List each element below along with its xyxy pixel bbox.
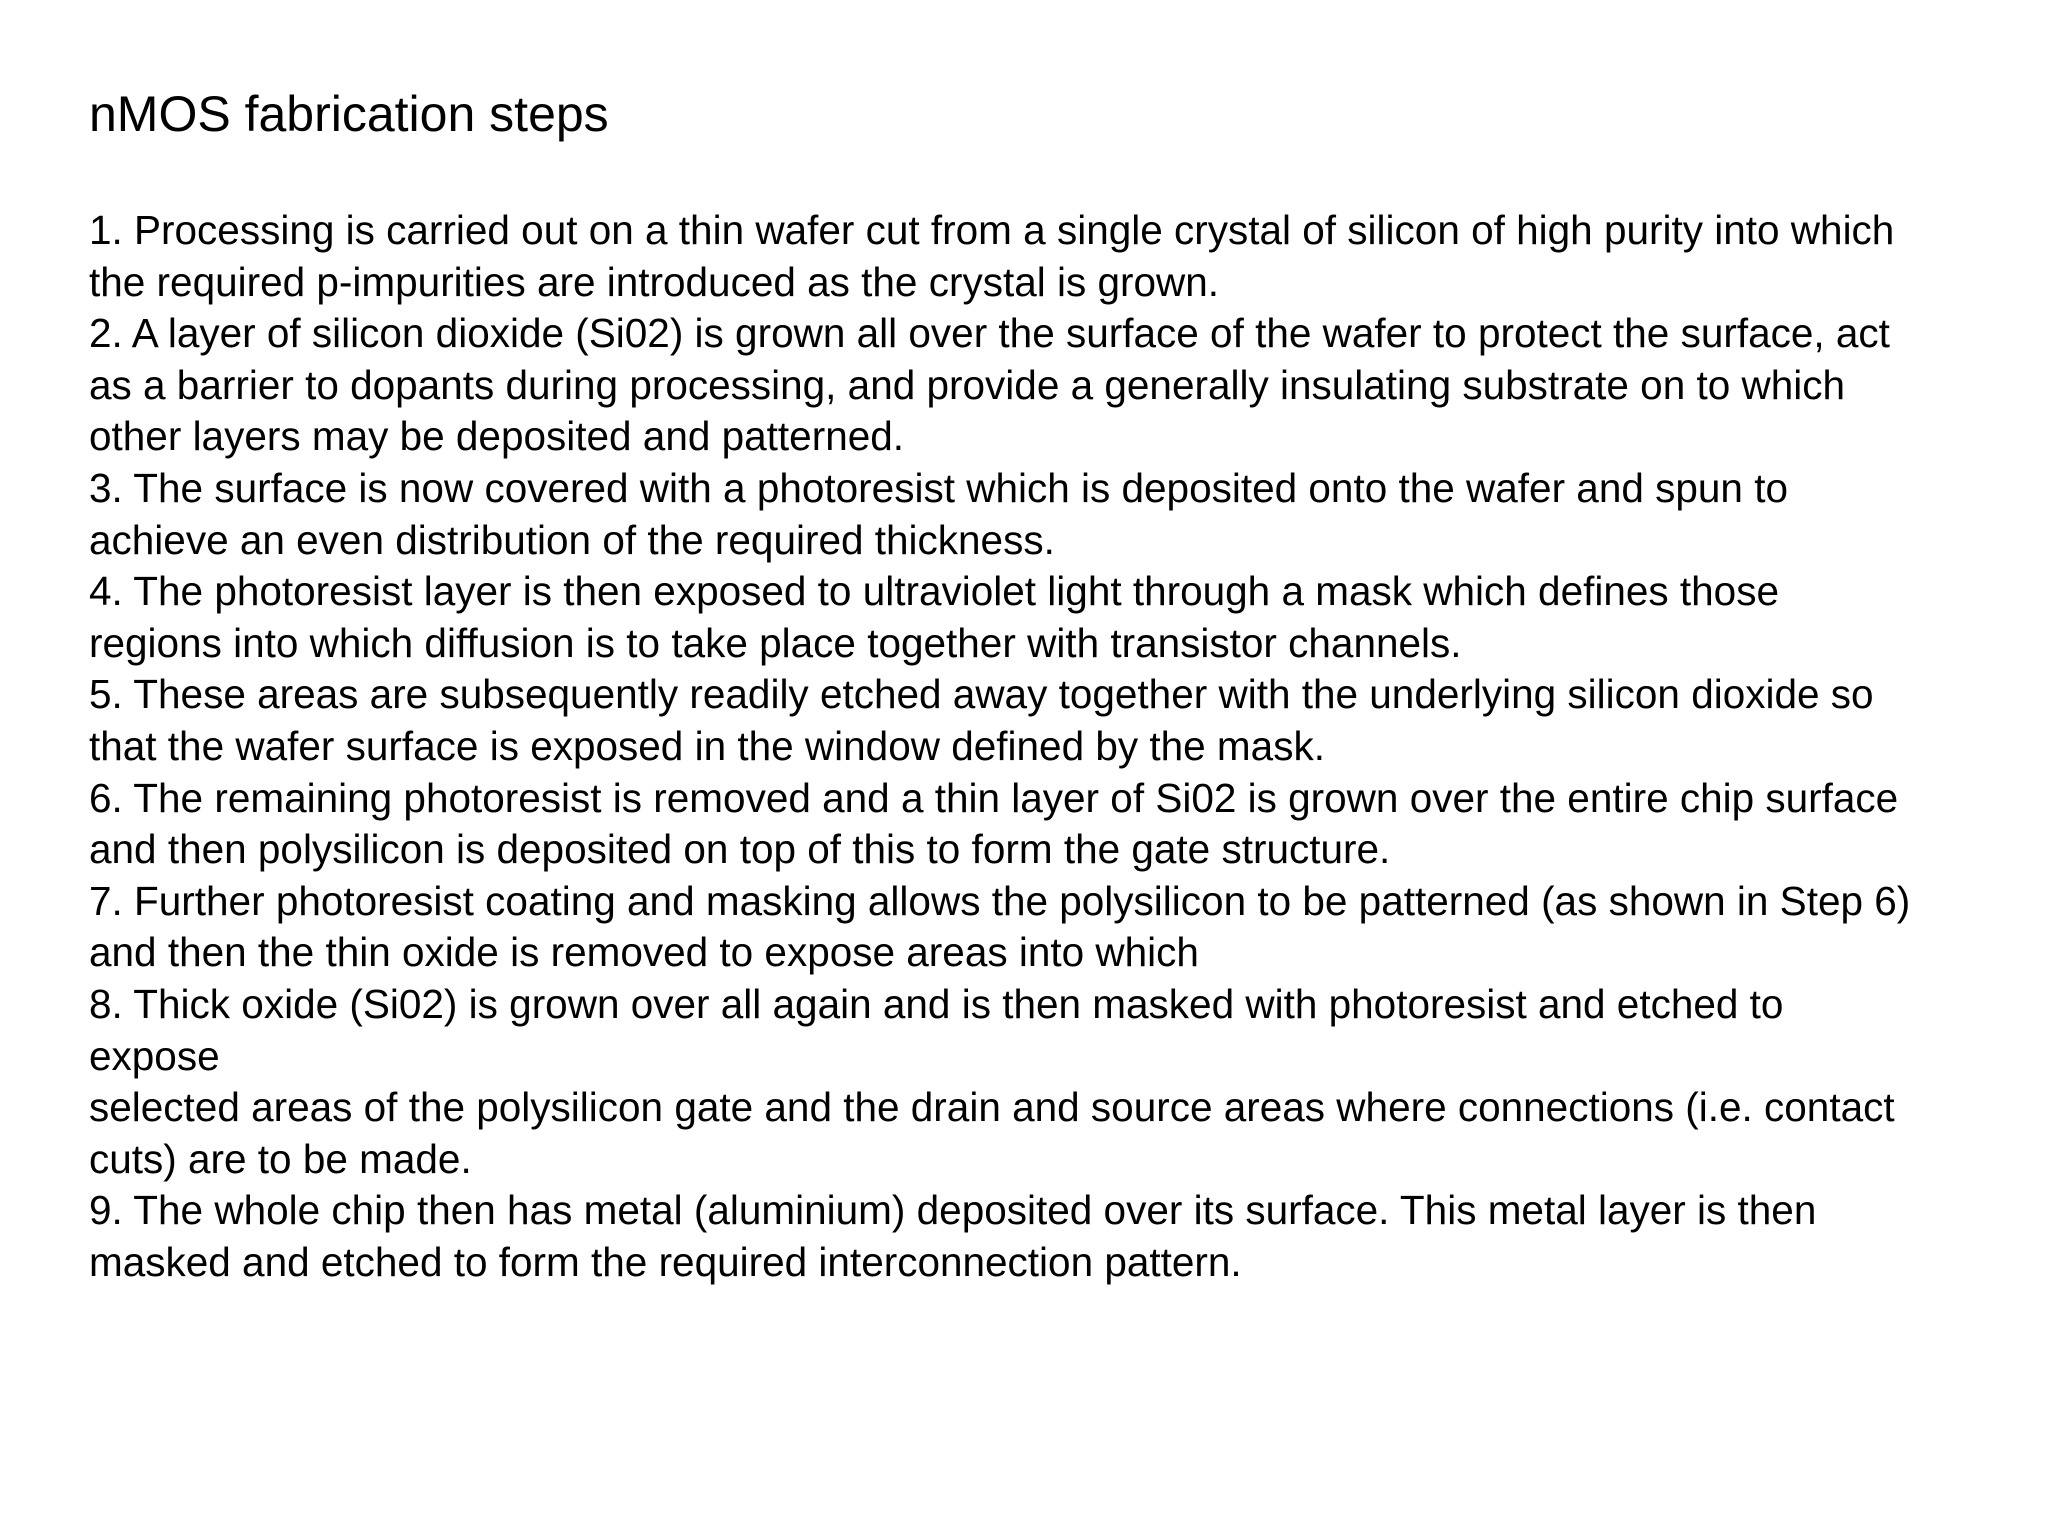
text-line: 6. The remaining photoresist is removed and a thin layer of Si02 is grown over the entire chip surface [89,774,1899,821]
text-line: cuts) are to be made. [89,1135,472,1182]
text-line: other layers may be deposited and patterned. [89,413,905,460]
text-line: and then the thin oxide is removed to expose areas into which [89,929,1199,976]
slide-title: nMOS fabrication steps [89,86,609,142]
text-line: 1. Processing is carried out on a thin wafer cut from a single crystal of silicon of high purity into which [89,207,1895,253]
text-line: achieve an even distribution of the required thickness. [89,516,1055,563]
text-line: 8. Thick oxide (Si02) is grown over all again and is then masked with photoresist and etched to [89,980,1784,1027]
text-line: selected areas of the polysilicon gate and the drain and source areas where connections (i.e. contact [89,1084,1895,1131]
steps-text [89,205,2048,1288]
text-line: 4. The photoresist layer is then exposed to ultraviolet light through a mask which defines those [89,568,1779,615]
text-line: masked and etched to form the required interconnection pattern. [89,1238,1242,1285]
text-line: the required p-impurities are introduced as the crystal is grown. [89,258,1220,305]
text-line: expose [89,1032,220,1079]
text-line: that the wafer surface is exposed in the window defined by the mask. [89,722,1325,769]
text-line: 7. Further photoresist coating and masking allows the polysilicon to be patterned (as shown in Step 6) [89,877,1911,924]
text-line: as a barrier to dopants during processing, and provide a generally insulating substrate on to which [89,361,1846,408]
text-line: 5. These areas are subsequently readily etched away together with the underlying silicon dioxide so [89,671,1874,718]
text-line: and then polysilicon is deposited on top of this to form the gate structure. [89,826,1391,873]
text-line: 2. A layer of silicon dioxide (Si02) is grown all over the surface of the wafer to protect the surface, act [89,310,1890,357]
text-line: regions into which diffusion is to take place together with transistor channels. [89,619,1462,666]
text-line: 9. The whole chip then has metal (aluminium) deposited over its surface. This metal layer is then [89,1187,1817,1234]
text-line: 3. The surface is now covered with a photoresist which is deposited onto the wafer and spun to [89,464,1788,511]
